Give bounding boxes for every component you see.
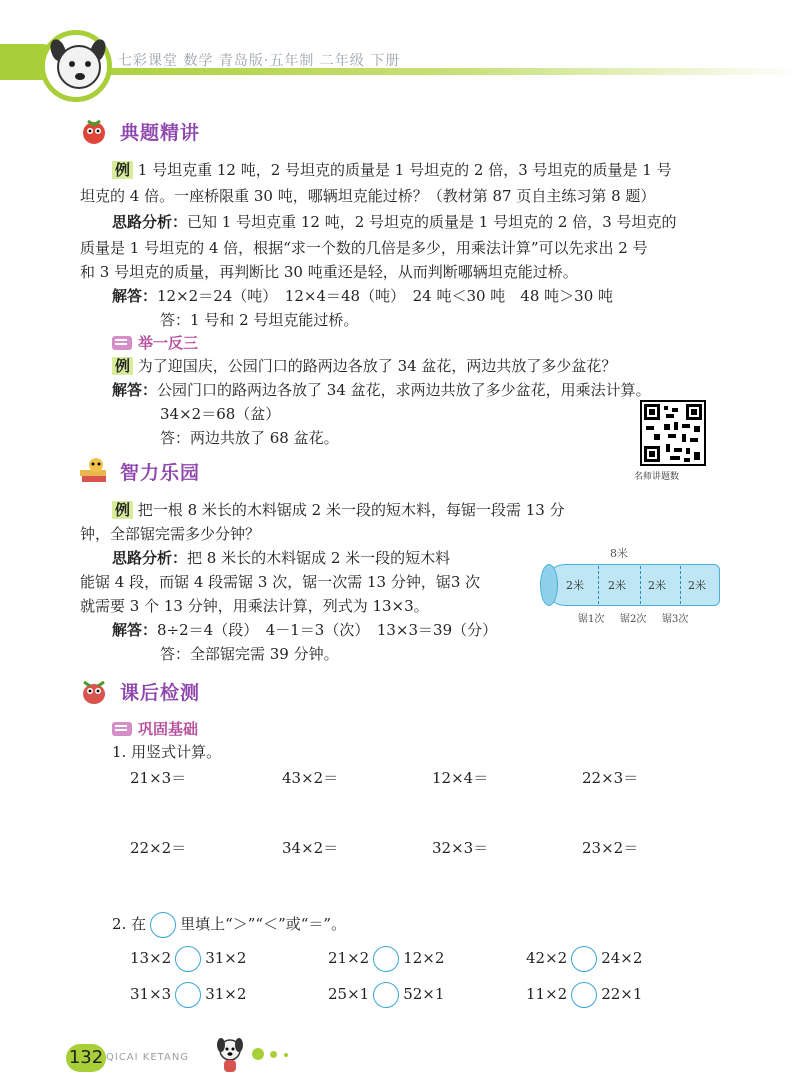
example1-answer2: 答：1 号和 2 号坦克能过桥。 (160, 311, 359, 329)
example-tag: 例 (112, 161, 133, 179)
example3-analysis2: 能锯 4 段，而锯 4 段需锯 3 次，锯一次需 13 分钟，锯3 次 (80, 573, 481, 591)
section-fun-zone: 智力乐园 (76, 456, 200, 486)
book-title: 七彩课堂 数学 青岛版·五年制 二年级 下册 (118, 53, 401, 69)
compare-item: 11×2 22×1 (526, 982, 642, 1008)
blank-circle-icon (150, 912, 176, 938)
answer-circle[interactable] (373, 982, 399, 1008)
footer-brand: QICAI KETANG (106, 1052, 190, 1063)
exercise1-title: 1. 用竖式计算。 (112, 743, 222, 761)
example2-answer1: 解答：公园门口的路两边各放了 34 盆花，求两边共放了多少盆花，用乘法计算。 (112, 381, 651, 399)
footer-dot (284, 1053, 288, 1057)
example1-analysis1: 思路分析：已知 1 号坦克重 12 吨，2 号坦克的质量是 1 号坦克的 2 倍，3 号坦克的 (112, 213, 677, 231)
log-segment-label: 2米 (648, 579, 666, 592)
exercise-item: 22×3＝ (582, 769, 639, 787)
dog-mascot-icon (40, 30, 112, 102)
page-number: 132 (66, 1044, 106, 1072)
compare-item: 31×3 31×2 (130, 982, 246, 1008)
qr-code[interactable] (640, 400, 706, 466)
exercise-item: 22×2＝ (130, 839, 187, 857)
section-title: 典题精讲 (120, 121, 201, 144)
example3-line1: 例 把一根 8 米长的木料锯成 2 米一段的短木料，每锯一段需 13 分 (112, 498, 565, 522)
example2-answer3: 答：两边共放了 68 盆花。 (160, 429, 339, 447)
subsection-analogy: 举一反三 (112, 332, 198, 353)
exercise-item: 34×2＝ (282, 839, 339, 857)
answer-circle[interactable] (175, 982, 201, 1008)
exercise-item: 32×3＝ (432, 839, 489, 857)
log-segment-label: 2米 (688, 579, 706, 592)
answer-circle[interactable] (175, 946, 201, 972)
strawberry-mascot-icon (76, 116, 112, 146)
exercise-item: 43×2＝ (282, 769, 339, 787)
book-icon (112, 722, 132, 736)
cut-line (640, 566, 641, 604)
example3-answer1: 解答：8÷2＝4（段） 4－1＝3（次） 13×3＝39（分） (112, 621, 498, 639)
log-segment-label: 2米 (566, 579, 584, 592)
cut-line (598, 566, 599, 604)
exercise2-title: 2. 在 里填上“＞”“＜”或“＝”。 (112, 912, 346, 938)
log-length-label: 8米 (610, 547, 628, 560)
compare-item: 21×2 12×2 (328, 946, 444, 972)
footer-dog-icon (214, 1036, 246, 1076)
example2-answer2: 34×2＝68（盆） (160, 405, 281, 423)
cut-count-label: 锯2次 (620, 614, 647, 625)
footer-dot (252, 1048, 264, 1060)
example2-line1: 例 为了迎国庆，公园门口的路两边各放了 34 盆花，两边共放了多少盆花？ (112, 354, 616, 378)
books-mascot-icon (76, 456, 112, 486)
exercise-item: 12×4＝ (432, 769, 489, 787)
example1-line2: 坦克的 4 倍。一座桥限重 30 吨，哪辆坦克能过桥？（教材第 87 页自主练习第 8 题） (80, 187, 656, 205)
example1-analysis2: 质量是 1 号坦克的 4 倍，根据“求一个数的几倍是多少，用乘法计算”可以先求出 2 号 (80, 239, 648, 257)
exercise-item: 23×2＝ (582, 839, 639, 857)
compare-item: 25×1 52×1 (328, 982, 444, 1008)
answer-circle[interactable] (571, 982, 597, 1008)
example3-analysis3: 就需要 3 个 13 分钟，用乘法计算，列式为 13×3。 (80, 597, 429, 615)
footer-dot (270, 1051, 277, 1058)
log-end-cap (540, 564, 558, 606)
qr-caption: 名师讲题数 (634, 472, 680, 482)
cut-count-label: 锯3次 (662, 614, 689, 625)
compare-item: 13×2 31×2 (130, 946, 246, 972)
example3-line2: 钟，全部锯完需多少分钟？ (80, 525, 261, 543)
log-segment-label: 2米 (608, 579, 626, 592)
example1-analysis3: 和 3 号坦克的质量，再判断比 30 吨重还是轻，从而判断哪辆坦克能过桥。 (80, 263, 578, 281)
cut-line (680, 566, 681, 604)
mascot-icon (76, 676, 112, 706)
subsection-consolidate: 巩固基础 (112, 718, 198, 739)
example3-analysis1: 思路分析：把 8 米长的木料锯成 2 米一段的短木料 (112, 549, 451, 567)
exercise-item: 21×3＝ (130, 769, 187, 787)
compare-item: 42×2 24×2 (526, 946, 642, 972)
example1-line1: 例 1 号坦克重 12 吨，2 号坦克的质量是 1 号坦克的 2 倍，3 号坦克的质量是 1 号 (112, 158, 672, 182)
answer-circle[interactable] (571, 946, 597, 972)
example3-answer2: 答：全部锯完需 39 分钟。 (160, 645, 339, 663)
section-example-explain (76, 116, 200, 146)
example1-answer1: 解答：12×2＝24（吨） 12×4＝48（吨） 24 吨＜30 吨 48 吨＞30 吨 (112, 287, 614, 305)
cut-count-label: 锯1次 (578, 614, 605, 625)
answer-circle[interactable] (373, 946, 399, 972)
book-icon (112, 336, 132, 350)
section-after-class: 课后检测 (76, 676, 200, 706)
